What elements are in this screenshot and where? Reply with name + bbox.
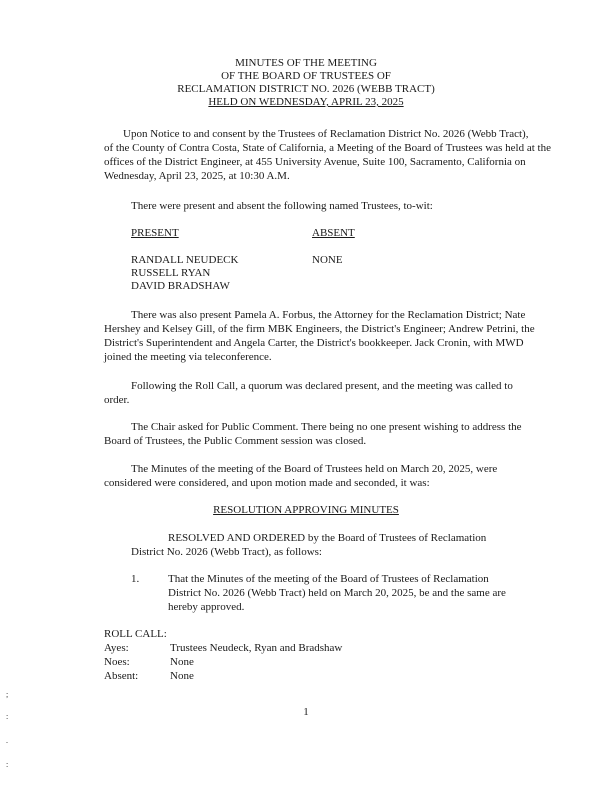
public-comment-line-2: Board of Trustees, the Public Comment session was closed.: [104, 435, 367, 447]
also-present-line-2: Hershey and Kelsey Gill, of the firm MBK Engineers, the District's Engineer; Andrew Petrini, the: [104, 323, 535, 335]
vote-label: Noes:: [104, 656, 130, 668]
resolution-item-number: 1.: [131, 573, 140, 585]
minutes-line-1: The Minutes of the meeting of the Board of Trustees held on March 20, 2025, were: [131, 463, 498, 475]
resolution-item-line-3: hereby approved.: [168, 601, 245, 613]
absent-trustee: NONE: [312, 254, 343, 266]
margin-mark: :: [6, 712, 9, 721]
public-comment-line-1: The Chair asked for Public Comment. There being no one present wishing to address the: [131, 421, 522, 433]
margin-mark: :: [6, 760, 9, 769]
resolution-title: RESOLUTION APPROVING MINUTES: [213, 504, 399, 516]
roll-call-line-1: Following the Roll Call, a quorum was declared present, and the meeting was called to: [131, 380, 513, 392]
resolved-line-1: RESOLVED AND ORDERED by the Board of Trustees of Reclamation: [168, 532, 487, 544]
vote-label: Absent:: [104, 670, 139, 682]
vote-value: None: [170, 670, 194, 682]
resolved-line-2: District No. 2026 (Webb Tract), as follows:: [131, 546, 322, 558]
notice-line-4: Wednesday, April 23, 2025, at 10:30 A.M.: [104, 170, 290, 182]
present-trustee: DAVID BRADSHAW: [131, 280, 230, 292]
notice-line-3: offices of the District Engineer, at 455 University Avenue, Suite 100, Sacramento, California on: [104, 156, 526, 168]
absent-header: ABSENT: [312, 227, 355, 239]
heading-line-2: OF THE BOARD OF TRUSTEES OF: [221, 70, 391, 82]
resolution-item-line-2: District No. 2026 (Webb Tract) held on March 20, 2025, be and the same are: [168, 587, 506, 599]
present-header: PRESENT: [131, 227, 179, 239]
present-trustee: RANDALL NEUDECK: [131, 254, 239, 266]
margin-mark: ;: [6, 690, 9, 699]
roll-call-line-2: order.: [104, 394, 130, 406]
heading-line-4: HELD ON WEDNESDAY, APRIL 23, 2025: [208, 96, 404, 108]
present-trustee: RUSSELL RYAN: [131, 267, 211, 279]
roll-call-heading: ROLL CALL:: [104, 628, 167, 640]
minutes-line-2: considered were considered, and upon motion made and seconded, it was:: [104, 477, 430, 489]
vote-value: None: [170, 656, 194, 668]
page-number: 1: [303, 706, 309, 718]
vote-label: Ayes:: [104, 642, 129, 654]
heading-line-1: MINUTES OF THE MEETING: [235, 57, 377, 69]
also-present-line-1: There was also present Pamela A. Forbus, the Attorney for the Reclamation District; Nate: [131, 309, 526, 321]
margin-mark: .: [6, 736, 8, 745]
notice-line-1: Upon Notice to and consent by the Trustees of Reclamation District No. 2026 (Webb Tract),: [123, 128, 529, 140]
vote-value: Trustees Neudeck, Ryan and Bradshaw: [170, 642, 343, 654]
also-present-line-3: District's Superintendent and Angela Carter, the District's bookkeeper. Jack Cronin, with MWD: [104, 337, 524, 349]
resolution-item-line-1: That the Minutes of the meeting of the Board of Trustees of Reclamation: [168, 573, 489, 585]
notice-line-2: of the County of Contra Costa, State of California, a Meeting of the Board of Trustees was held at the: [104, 142, 551, 154]
present-intro: There were present and absent the following named Trustees, to-wit:: [131, 200, 433, 212]
heading-line-3: RECLAMATION DISTRICT NO. 2026 (WEBB TRACT): [177, 83, 435, 95]
also-present-line-4: joined the meeting via teleconference.: [104, 351, 272, 363]
